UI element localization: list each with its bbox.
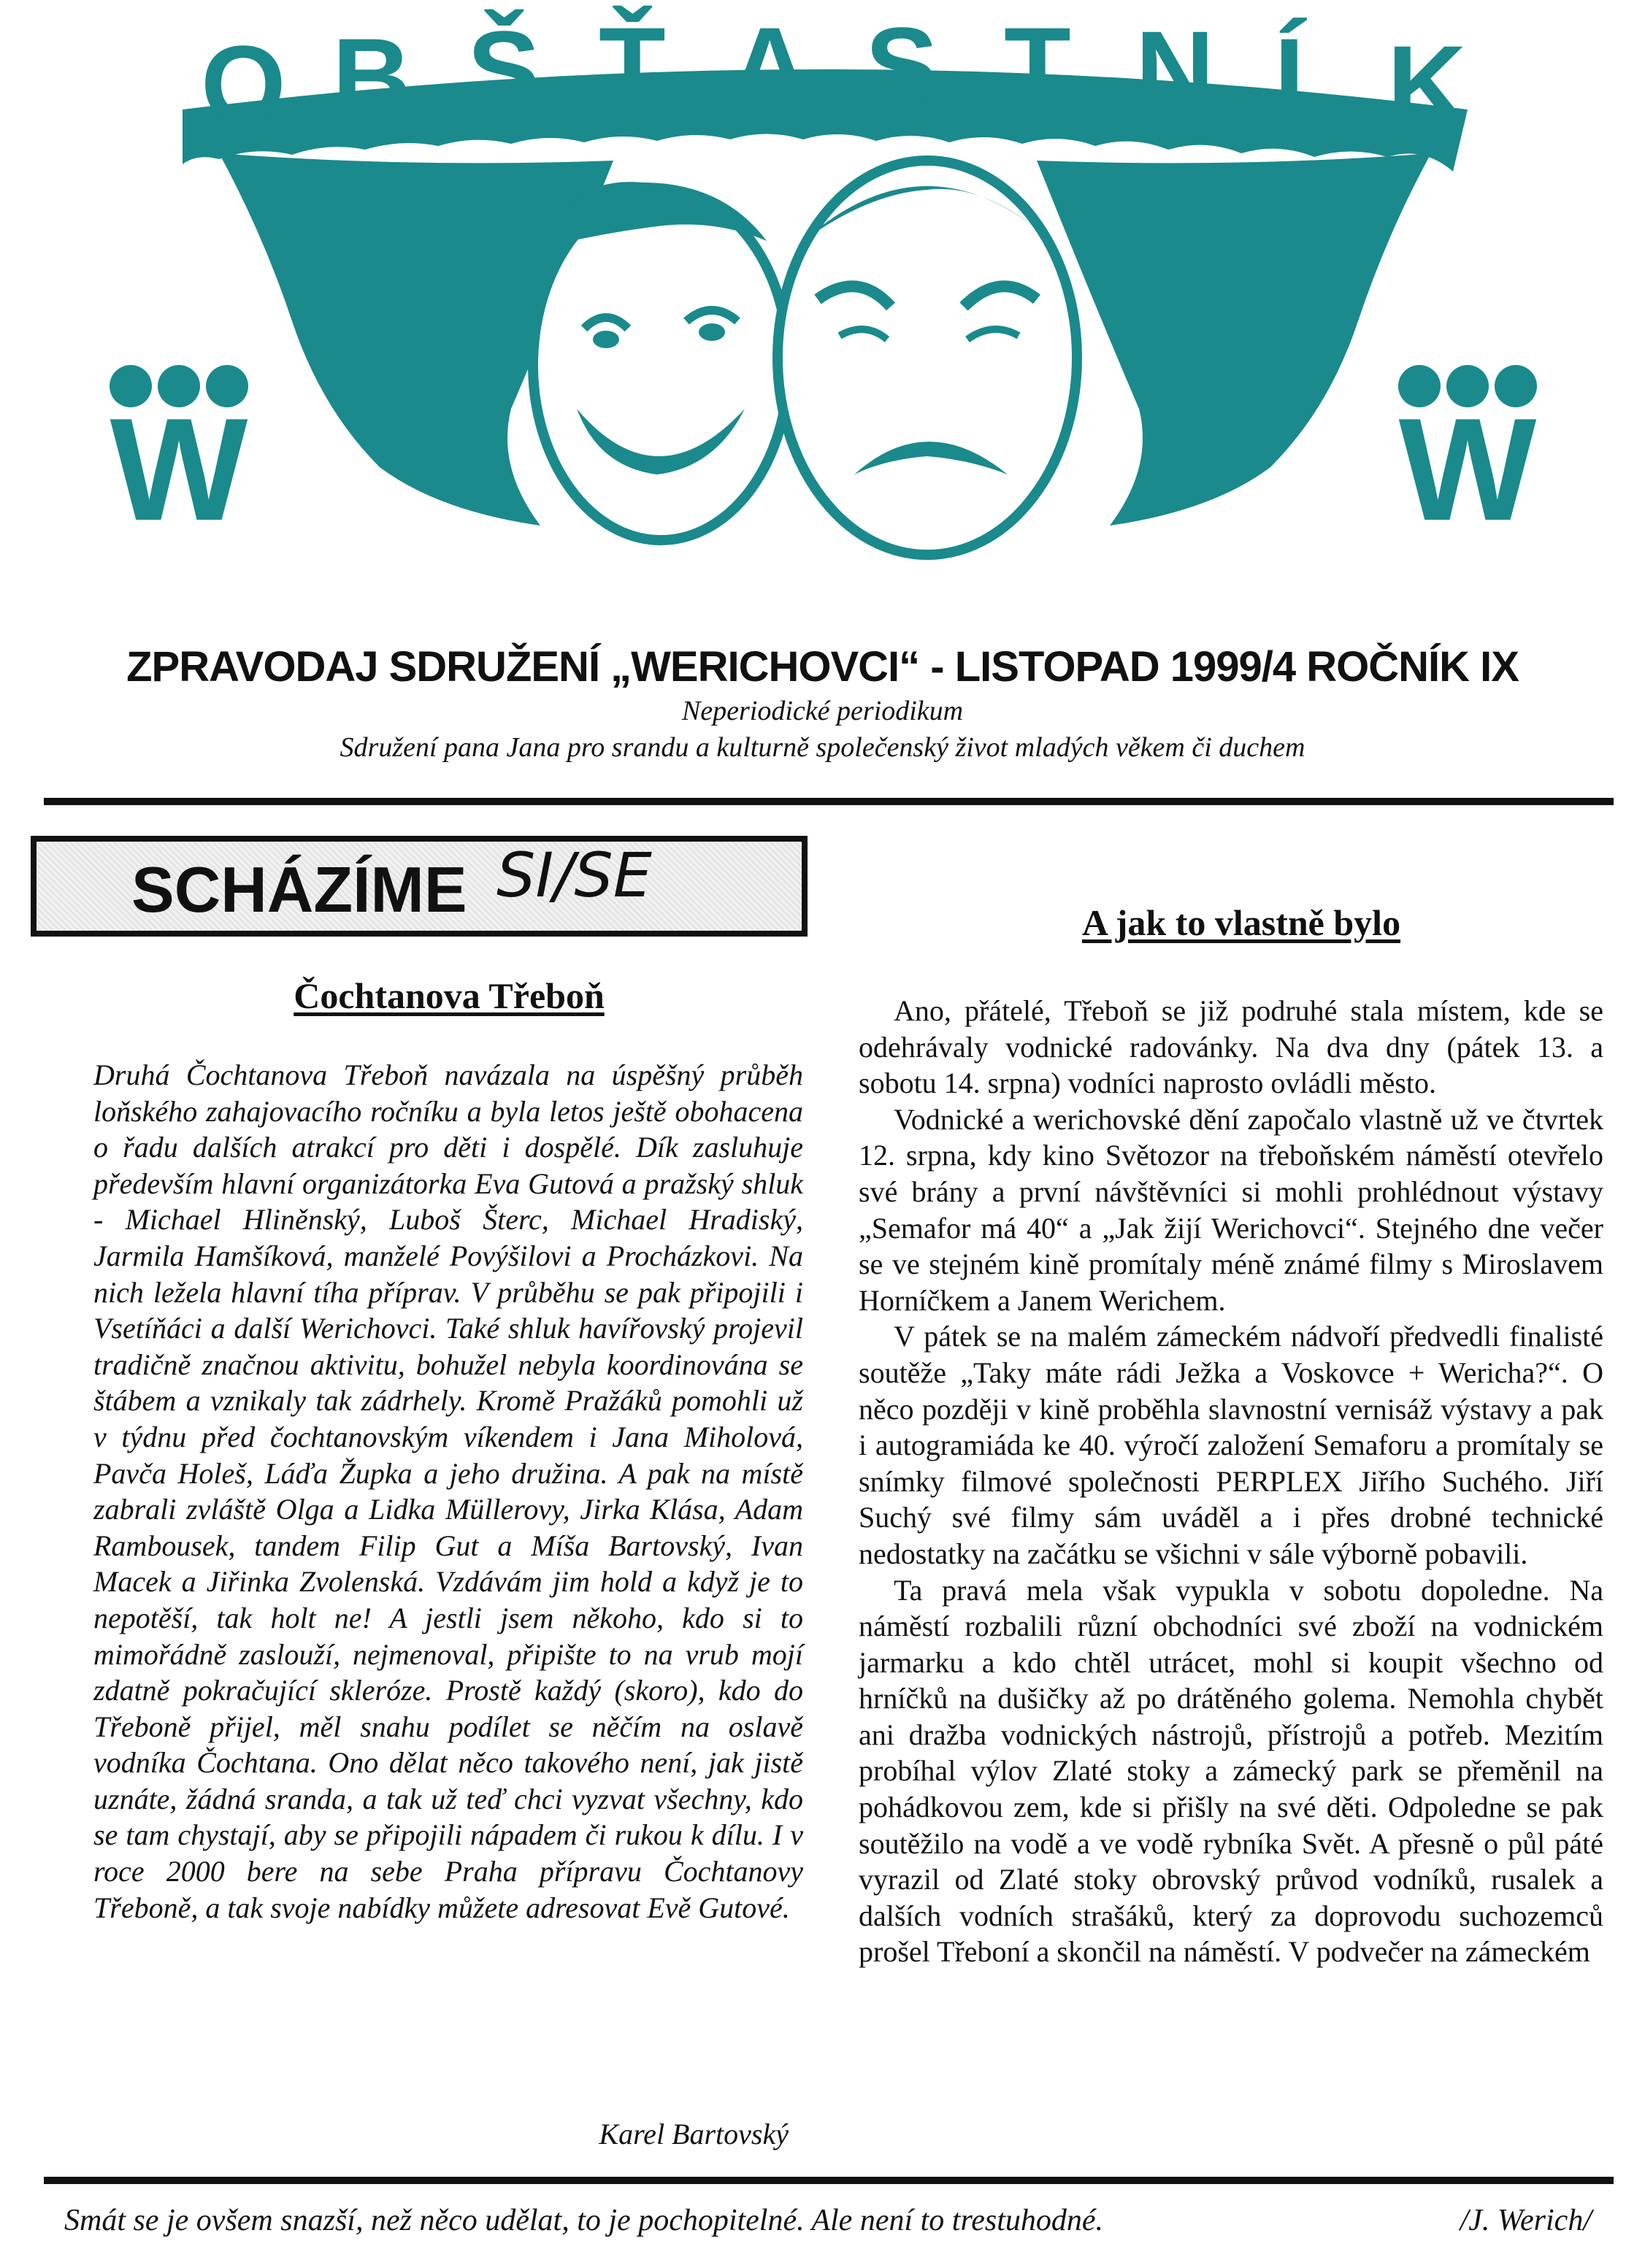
footer-quote-author: /J. Werich/: [1460, 2204, 1592, 2237]
newsletter-tagline: Neperiodické periodikum: [681, 696, 964, 726]
right-article-paragraph: V pátek se na malém zámeckém nádvoří předvedli finalisté soutěže „Taky máte rádi Ježka a Voskovce + Wericha?“. O něco později v kině proběhla slavnostní vernisáž výstavy a pak i autogramiáda ke 40. výročí založení Semaforu a promítaly se snímky filmové společnosti PERPLEX Jiřího Suchého. Jiří Suchý své filmy sám uváděl a i přes drobné technické nedostatky na začátku se všichni v sále výborně pobavili.: [859, 1320, 1603, 1570]
title-letter: S: [865, 4, 939, 127]
title-letter: A: [730, 4, 810, 127]
title-letter: K: [1387, 23, 1467, 145]
title-letter: Ť: [599, 4, 666, 127]
werichovci-logo-right: [1398, 365, 1537, 555]
logo-letter: W: [110, 388, 248, 551]
banner-label: SCHÁZÍME: [131, 853, 467, 926]
title-letter: T: [1004, 4, 1071, 127]
right-article-paragraph: Ta pravá mela však vypukla v sobotu dopoledne. Na náměstí rozbalili různí obchodníci své zboží na vodnickém jarmarku a kdo chtěl utrácet, mohl si koupit všechno od hrníčků na dušičky až po drátěného golema. Nemohla chybět ani dražba vodnických nástrojů, přístrojů a potřeb. Mezitím probíhal výlov Zlaté stoky a zámecký park se přeměnil na pohádkovou zem, kde si přišly na své děti. Odpoledne se pak soutěžilo na vodě a ve vodě rybníka Svět. A přesně o půl páté vyrazil od Zlaté stoky obrovský průvod vodníků, rusalek a dalších vodních strašáků, který za doprovodu suchozemců prošel Třeboní a skončil na náměstí. V podvečer na zámeckém: [859, 1573, 1603, 1969]
left-article-author: Karel Bartovský: [599, 2118, 789, 2150]
comedy-mask: [533, 182, 789, 540]
newsletter-header: ZPRAVODAJ SDRUŽENÍ „WERICHOVCI“ - LISTOPAD 1999/4 ROČNÍK IX: [126, 643, 1519, 691]
title-letter: Í: [1274, 15, 1305, 138]
right-article-title: A jak to vlastně bylo: [1081, 902, 1401, 943]
right-article-body: [859, 993, 1603, 1970]
section-banner: [31, 836, 808, 937]
title-letter: N: [1135, 8, 1215, 131]
title-letter: B: [332, 15, 412, 138]
curtain-right: [1037, 153, 1431, 526]
title-letter: O: [201, 23, 286, 145]
tragedy-mask: [778, 161, 1077, 555]
banner-handwritten: SI/SE: [496, 839, 652, 911]
left-article-title: Čochtanova Třeboň: [294, 975, 605, 1016]
footer-quote: Smát se je ovšem snazší, než něco udělat, to je pochopitelné. Ale není to trestuhodné.: [64, 2204, 1104, 2237]
bottom-divider: [44, 2177, 1614, 2184]
newsletter-description: Sdružení pana Jana pro srandu a kulturně společenský život mladých věkem či duchem: [340, 732, 1305, 763]
left-article-body: [93, 1057, 803, 1926]
right-article-paragraph: Ano, přátelé, Třeboň se již podruhé stala místem, kde se odehrávaly vodnické radovánky. Na dva dny (pátek 13. a sobotu 14. srpna) vodníci naprosto ovládli město.: [859, 994, 1603, 1100]
logo-letter: W: [1398, 388, 1537, 551]
right-article-paragraph: Vodnické a werichovské dění započalo vlastně už ve čtvrtek 12. srpna, kdy kino Světozor na třeboňském náměstí otevřelo své brány a první návštěvníci si mohli prohlédnout výstavy „Semafor má 40“ a „Jak žijí Werichovci“. Stejného dne večer se ve stejném kině promítaly méně známé filmy s Miroslavem Horníčkem a Janem Werichem.: [859, 1102, 1603, 1317]
masthead: [0, 0, 1645, 628]
title-letter: Š: [467, 8, 541, 131]
top-divider: [44, 798, 1614, 805]
left-article-text: Druhá Čochtanova Třeboň navázala na úspěšný průběh loňského zahajovacího ročníku a byla letos ještě obohacena o řadu dalších atrakcí pro děti i dospělé. Dík zasluhuje především hlavní organizátorka Eva Gutová a pražský shluk - Michael Hliněnský, Luboš Šterc, Michael Hradiský, Jarmila Hamšíková, manželé Povýšilovi a Procházkovi. Na nich ležela hlavní tíha příprav. V průběhu se pak připojili i Vsetíňáci a další Werichovci. Také shluk havířovský projevil tradičně značnou aktivitu, bohužel nebyla koordinována se štábem a vznikaly tak zádrhely. Kromě Pražáků pomohli už v týdnu před čochtanovským víkendem i Jana Miholová, Pavča Holeš, Láďa Župka a jeho družina. A pak na místě zabrali zvláště Olga a Lidka Müllerovy, Jirka Klása, Adam Rambousek, tandem Filip Gut a Míša Bartovský, Ivan Macek a Jiřinka Zvolenská. Vzdávám jim hold a když je to nepotěší, tak holt ne! A jestli jsem někoho, kdo si to mimořádně zaslouží, nejmenoval, připište to na vrub mojí zdatně pokračující skleróze. Prostě každý (skoro), kdo do Třeboně přijel, měl snahu podílet se něčím na oslavě vodníka Čochtana. Ono dělat něco takového není, jak jistě uznáte, žádná sranda, a tak už teď chci vyzvat všechny, kdo se tam chystají, aby se připojili nápadem či rukou k dílu. I v roce 2000 bere na sebe Praha přípravu Čochtanovy Třeboně, a tak svoje nabídky můžete adresovat Evě Gutové.: [93, 1058, 803, 1924]
werichovci-logo-left: [110, 365, 248, 555]
